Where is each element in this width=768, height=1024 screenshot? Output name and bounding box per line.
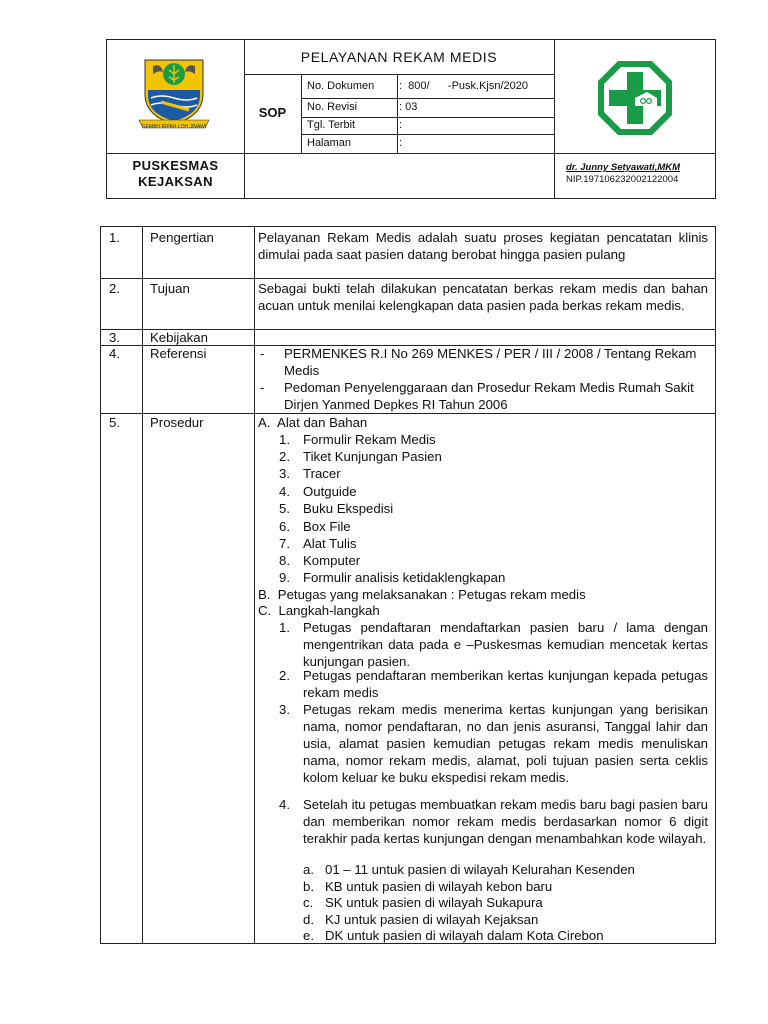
page-label: Halaman	[307, 137, 352, 149]
logo-motto: GEMAH RIPAH LOH JINAWI	[141, 124, 207, 130]
row-number: 1.	[109, 230, 120, 245]
step-item: Setelah itu petugas membuatkan rekam medis baru bagi pasien baru dan memberikan nomor rekam medis berdasarkan nomor 6 digit terakhir pada kertas kunjungan dengan menambahkan kode wilayah.	[303, 797, 708, 846]
row-label-pengertian: Pengertian	[150, 230, 214, 245]
list-number: 2.	[279, 668, 290, 683]
column-divider	[254, 227, 255, 943]
section-b-title: B. Petugas yang melaksanakan : Petugas rekam medis	[258, 587, 586, 602]
row-label-tujuan: Tujuan	[150, 281, 190, 296]
header-divider	[107, 153, 715, 154]
region-code-item: 01 – 11 untuk pasien di wilayah Kelurahan Kesenden	[325, 862, 635, 877]
document-header	[106, 39, 716, 199]
row-label-prosedur: Prosedur	[150, 415, 204, 430]
tool-item: Buku Ekspedisi	[303, 501, 394, 516]
step-item: Petugas rekam medis menerima kertas kunjungan yang berisikan nama, nomor pendaftaran, no dan jenis asuransi, Tanggal lahir dan usia, alamat pasien kemudian petugas rekam medis menuliskan nama, nomor rekam medis, alamat, poli tujuan pasien serta ceklis kolom keluar ke buku ekspedisi rekam medis.	[303, 702, 708, 785]
tool-item: Komputer	[303, 553, 361, 568]
row-label-referensi: Referensi	[150, 346, 207, 361]
list-number: 1.	[279, 620, 290, 635]
section-c-title: C. Langkah-langkah	[258, 603, 380, 618]
list-number: 8.	[279, 553, 290, 568]
doc-number-label: No. Dokumen	[307, 80, 375, 92]
header-divider	[397, 74, 398, 153]
row-number: 5.	[109, 415, 120, 430]
doc-number-value: : 800/ -Pusk.Kjsn/2020	[399, 80, 529, 92]
region-code-item: KJ untuk pasien di wilayah Kejaksan	[325, 912, 539, 927]
list-letter: a.	[303, 862, 314, 877]
tool-item: Tracer	[303, 466, 341, 481]
list-letter: b.	[303, 879, 314, 894]
list-number: 1.	[279, 432, 290, 447]
revision-label: No. Revisi	[307, 101, 358, 113]
header-divider	[301, 74, 302, 153]
list-number: 4.	[279, 797, 290, 812]
column-divider	[142, 227, 143, 943]
region-code-item: DK untuk pasien di wilayah dalam Kota Cirebon	[325, 928, 604, 943]
list-number: 5.	[279, 501, 290, 516]
header-divider	[554, 40, 555, 198]
list-number: 2.	[279, 449, 290, 464]
page-value: :	[399, 137, 403, 149]
list-number: 6.	[279, 519, 290, 534]
header-divider	[244, 74, 554, 75]
row-divider	[101, 278, 715, 279]
tool-item: Formulir Rekam Medis	[303, 432, 436, 447]
tujuan-text: Sebagai bukti telah dilakukan pencatatan berkas rekam medis dan bahan acuan untuk menilai kelengkapan data pasien pada berkas rekam medis.	[258, 281, 708, 313]
section-a-title: A. Alat dan Bahan	[258, 415, 368, 430]
tool-item: Outguide	[303, 484, 357, 499]
header-divider	[301, 134, 554, 135]
tool-item: Formulir analisis ketidaklengkapan	[303, 570, 506, 585]
signer-nip: NIP.197106232002122004	[566, 174, 679, 185]
tool-item: Tiket Kunjungan Pasien	[303, 449, 442, 464]
list-letter: e.	[303, 928, 314, 943]
header-divider	[301, 98, 554, 99]
list-number: 9.	[279, 570, 290, 585]
revision-value: : 03	[399, 101, 418, 113]
row-number: 4.	[109, 346, 120, 361]
procedure-table	[100, 226, 716, 944]
list-number: 7.	[279, 536, 290, 551]
reference-item: PERMENKES R.I No 269 MENKES / PER / III / 2008 / Tentang Rekam Medis	[284, 346, 697, 378]
region-code-item: KB untuk pasien di wilayah kebon baru	[325, 879, 553, 894]
pengertian-text: Pelayanan Rekam Medis adalah suatu proses kegiatan pencatatan klinis dimulai pada saat pasien datang berobat hingga pasien pulang	[258, 230, 708, 262]
tool-item: Alat Tulis	[303, 536, 357, 551]
list-bullet: -	[260, 346, 265, 361]
issue-date-label: Tgl. Terbit	[307, 119, 356, 131]
reference-item: Pedoman Penyelenggaraan dan Prosedur Rekam Medis Rumah Sakit Dirjen Yanmed Depkes RI Tahun 2006	[284, 380, 694, 412]
tool-item: Box File	[303, 519, 351, 534]
sop-label: SOP	[258, 105, 287, 120]
document-title: PELAYANAN REKAM MEDIS	[300, 49, 498, 65]
signer-name: dr. Junny Setyawati,MKM	[566, 162, 681, 173]
org-name-line1: PUSKESMAS	[132, 158, 219, 173]
header-divider	[301, 117, 554, 118]
row-number: 2.	[109, 281, 120, 296]
issue-date-value: :	[399, 119, 403, 131]
org-name-line2: KEJAKSAN	[138, 174, 213, 189]
list-number: 3.	[279, 702, 290, 717]
step-item: Petugas pendaftaran memberikan kertas kunjungan kepada petugas rekam medis	[303, 668, 708, 700]
list-letter: c.	[303, 895, 314, 910]
step-item: Petugas pendaftaran mendaftarkan pasien baru / lama dengan mengentrikan data pada e –Puskesmas kemudian mencetak kertas kunjungan pasien.	[303, 620, 708, 669]
row-number: 3.	[109, 330, 120, 345]
cirebon-emblem-logo	[131, 54, 217, 132]
list-bullet: -	[260, 380, 265, 395]
row-label-kebijakan: Kebijakan	[150, 330, 208, 345]
list-number: 3.	[279, 466, 290, 481]
region-code-item: SK untuk pasien di wilayah Sukapura	[325, 895, 543, 910]
list-letter: d.	[303, 912, 314, 927]
list-number: 4.	[279, 484, 290, 499]
puskesmas-logo	[595, 58, 675, 138]
